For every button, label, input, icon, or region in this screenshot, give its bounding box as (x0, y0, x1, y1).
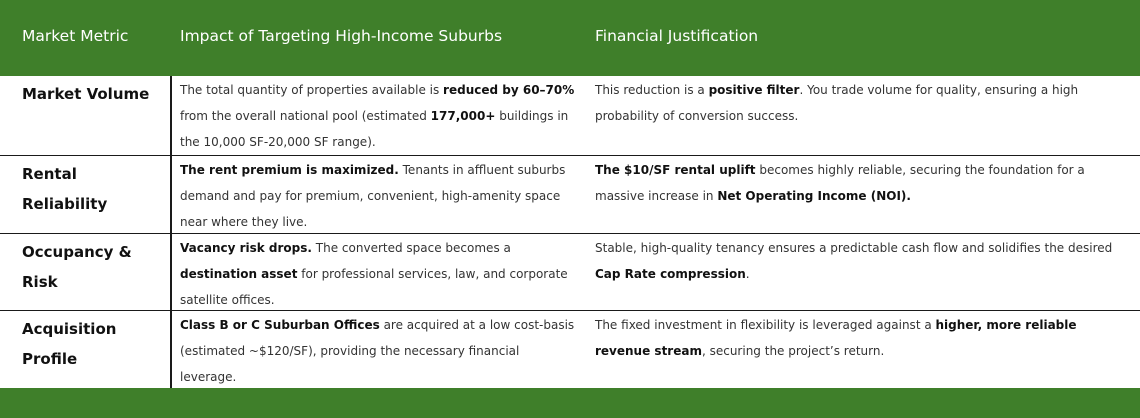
text-segment: The total quantity of properties available is (180, 83, 444, 97)
table-footer-band (0, 388, 1140, 418)
header-impact: Impact of Targeting High-Income Suburbs (180, 27, 503, 45)
bold-text-segment: destination asset (180, 267, 298, 281)
bold-text-segment: Class B or C Suburban Offices (180, 318, 380, 332)
metric-cell: Acquisition Profile (22, 320, 117, 368)
text-segment: from the overall national pool (estimated (180, 109, 431, 123)
bold-text-segment: Net Operating Income (NOI). (717, 189, 911, 203)
text-segment: , securing the project’s return. (701, 344, 885, 358)
bold-text-segment: The rent premium is maximized. (180, 163, 399, 177)
text-segment: are acquired at a low cost-basis (estimated ~$120/SF), providing the necessary financial leverage. (180, 318, 575, 384)
text-segment: becomes highly reliable, securing the foundation for a massive increase in (595, 163, 1085, 203)
bold-text-segment: positive filter (708, 83, 800, 97)
impact-cell (180, 312, 575, 390)
metric-cell: Occupancy & Risk (22, 243, 132, 291)
text-segment: This reduction is a (595, 83, 709, 97)
text-segment: The fixed investment in flexibility is leveraged against a (595, 318, 936, 332)
text-segment: The converted space becomes a (311, 241, 511, 255)
bold-text-segment: 177,000+ (430, 109, 496, 123)
text-segment: Tenants in affluent suburbs demand and pay for premium, convenient, high-amenity space near where they live. (180, 163, 566, 229)
metric-cell: Market Volume (22, 85, 150, 103)
text-segment: buildings in the 10,000 SF-20,000 SF range). (180, 109, 569, 149)
text-segment: . You trade volume for quality, ensuring a high probability of conversion success. (595, 83, 1079, 123)
bold-text-segment: Cap Rate compression (595, 267, 746, 281)
header-market-metric: Market Metric (22, 27, 129, 45)
justification-cell (595, 312, 1130, 364)
impact-cell (180, 77, 575, 155)
justification-cell (595, 157, 1130, 209)
text-segment: . (745, 267, 750, 281)
bold-text-segment: reduced by 60–70% (443, 83, 575, 97)
table-header (0, 0, 1140, 76)
bold-text-segment: Vacancy risk drops. (180, 241, 312, 255)
column-divider (170, 76, 172, 388)
text-segment: Stable, high-quality tenancy ensures a predictable cash flow and solidifies the desired (595, 241, 1113, 255)
metric-cell: Rental Reliability (22, 165, 108, 213)
impact-cell (180, 157, 575, 235)
bold-text-segment: higher, more reliable revenue stream (595, 318, 1077, 358)
text-segment: for professional services, law, and corporate satellite offices. (180, 267, 568, 307)
bold-text-segment: The $10/SF rental uplift (595, 163, 756, 177)
justification-cell (595, 235, 1130, 287)
header-financial-justification: Financial Justification (595, 27, 759, 45)
impact-cell (180, 235, 575, 313)
justification-cell (595, 77, 1130, 129)
